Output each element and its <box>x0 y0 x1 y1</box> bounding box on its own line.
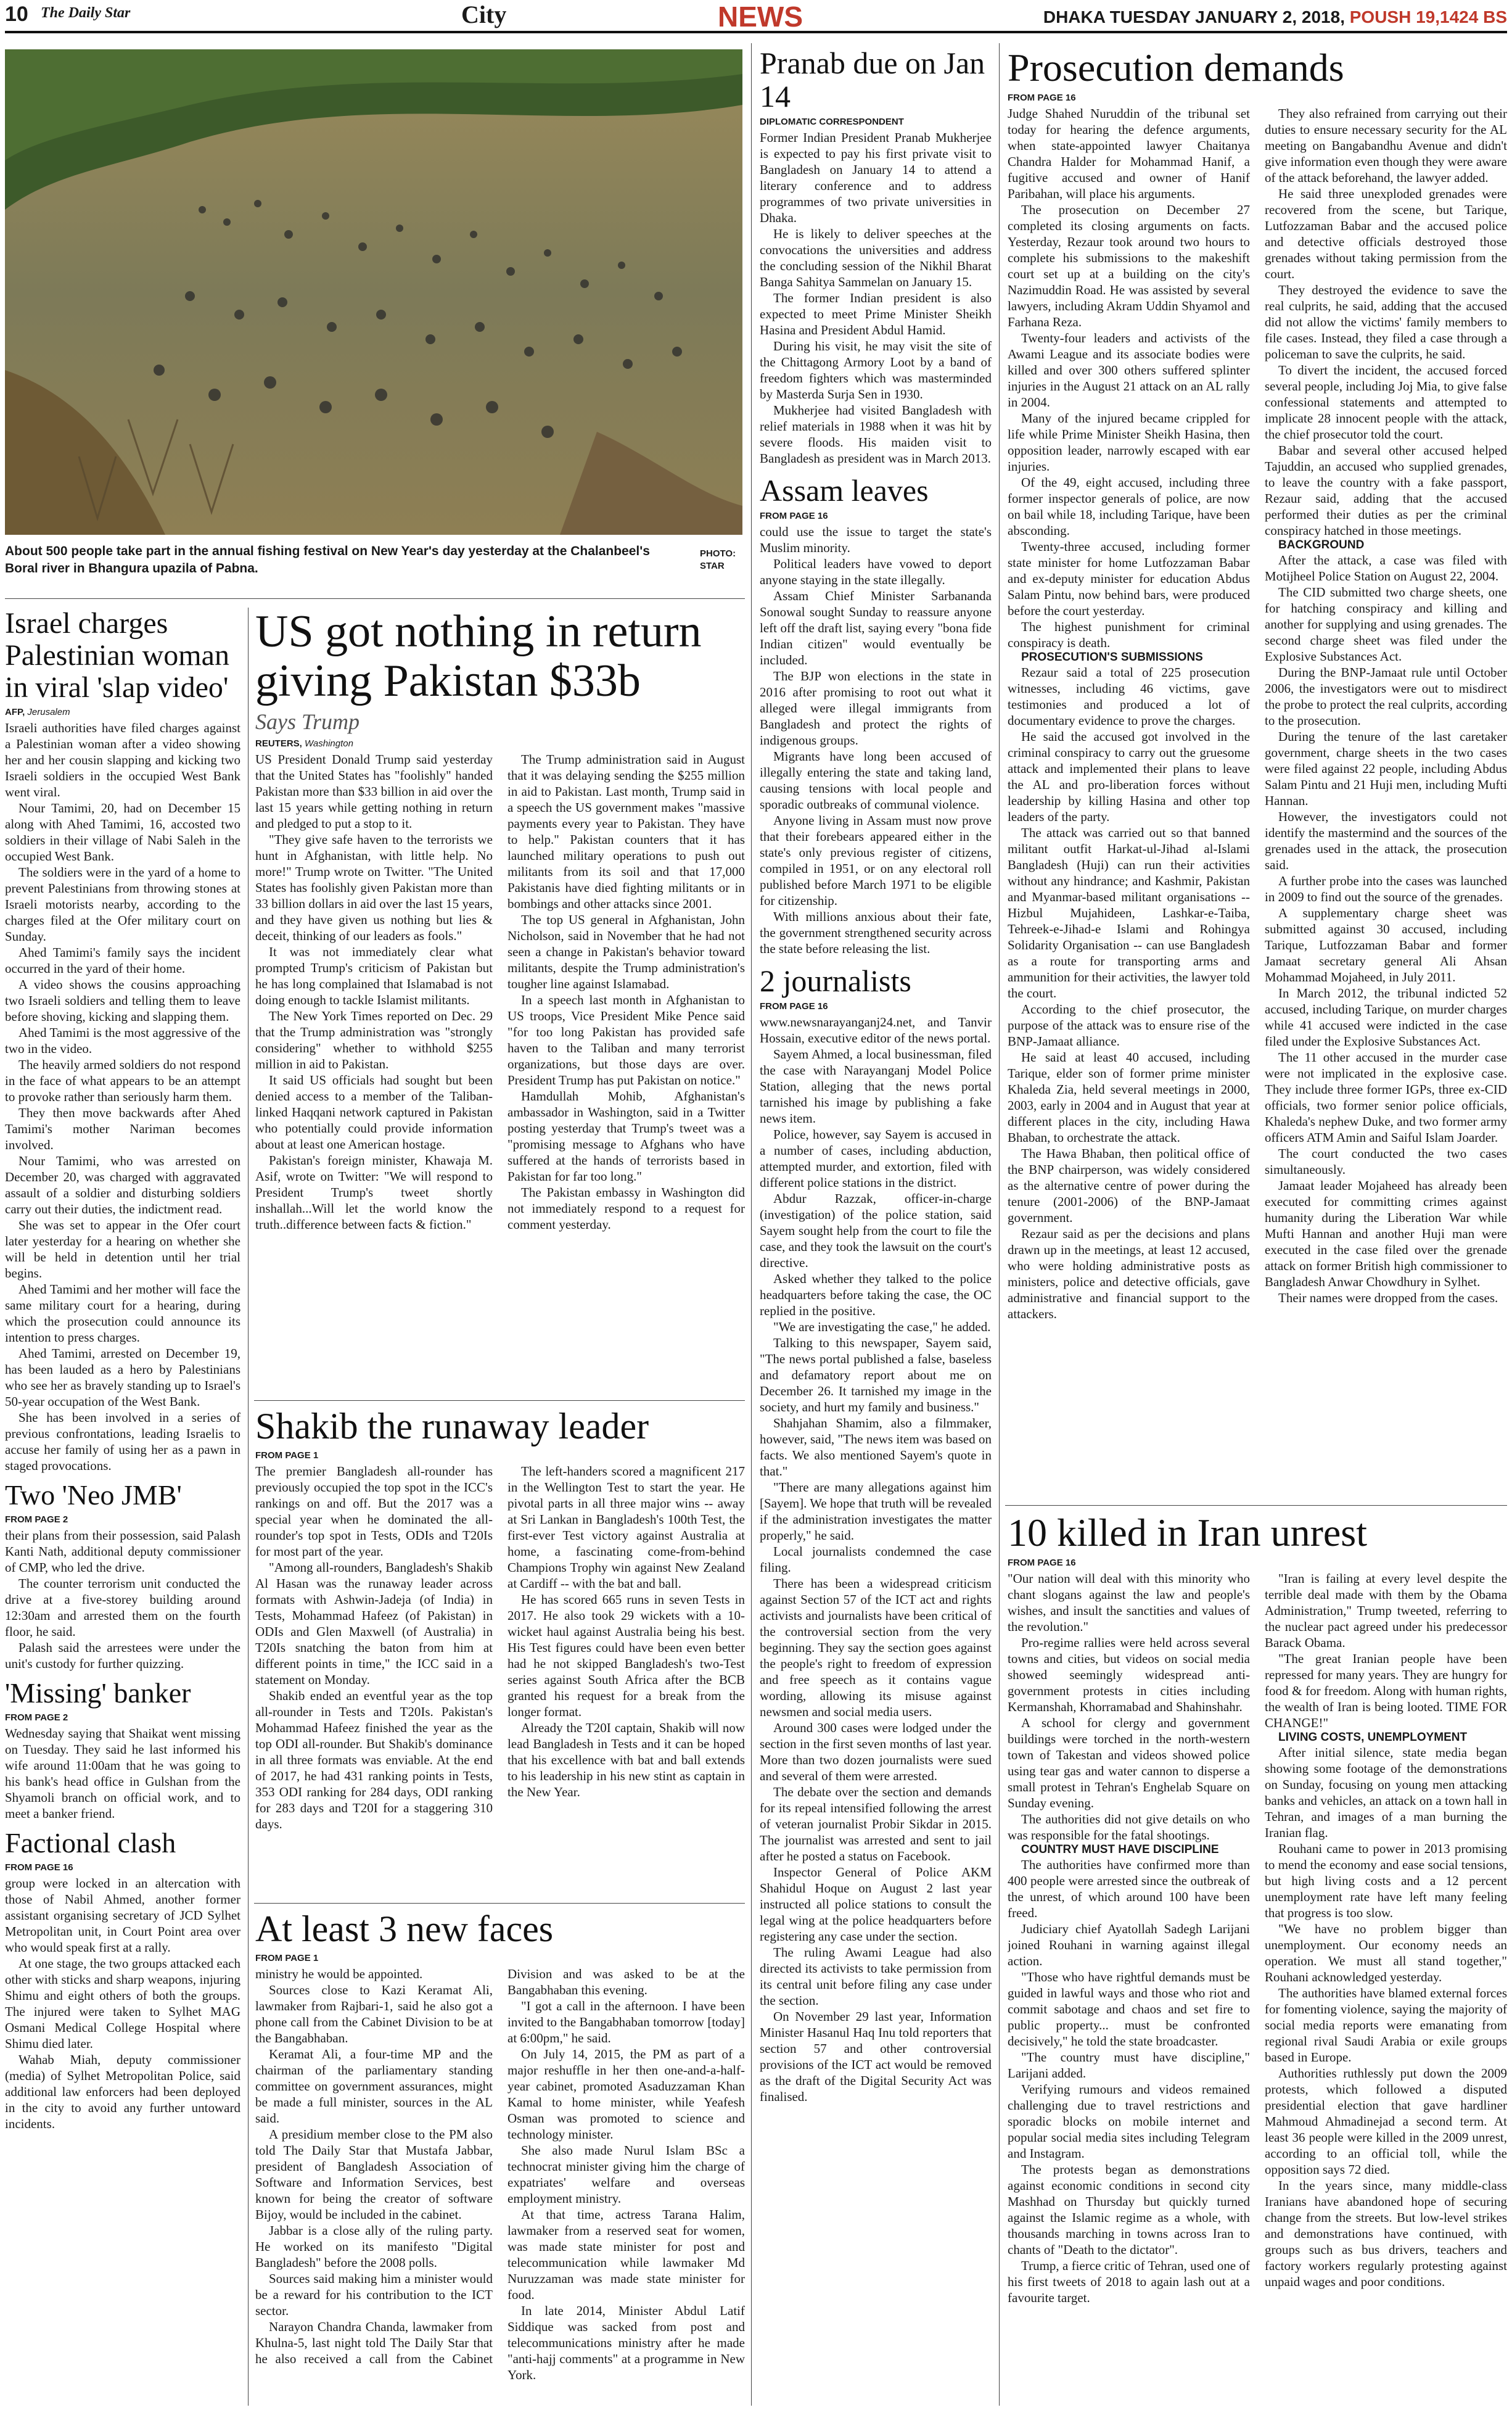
israel-byline <box>5 707 240 717</box>
iran-body <box>1008 1570 1507 2306</box>
us-pakistan-dateline: Washington <box>305 738 353 749</box>
section-rule <box>254 1903 745 1904</box>
photo-credit-label: PHOTO: <box>700 548 736 559</box>
paragraph: their plans from their possession, said Palash Kanti Nath, additional deputy commissioner of CMP, who led the drive. <box>5 1528 240 1575</box>
masthead <box>5 0 1507 33</box>
paragraph: The Pakistan embassy in Washington did not immediately respond to a request for comment yesterday. <box>507 1184 745 1232</box>
israel-byline-agency: AFP, <box>5 707 25 718</box>
factional-clash-headline: Factional clash <box>5 1826 176 1859</box>
paragraph: In late 2014, Minister Abdul Latif Siddique was sacked from post and telecommunications ministry after he made "anti-hajj comments" at a programme in New York. <box>507 2303 745 2382</box>
photo-caption: About 500 people take part in the annual fishing festival on New Year's day yesterday at the Chalanbeel's Boral river in Bhangura upazila of Pabna. <box>5 544 650 576</box>
paragraph: Babar and several other accused helped Tajuddin, an accused who supplied grenades, to leave the country with a fake passport, Rezaur said, adding that the accused performed their duties as per the criminal conspiracy hatched in those meetings. <box>1265 443 1507 539</box>
paragraph: The heavily armed soldiers do not respond in the face of what appears to be an attempt to provoke rather than seriously harm them. <box>5 1057 240 1105</box>
neo-jmb-headline: Two 'Neo JMB' <box>5 1479 182 1511</box>
section-rule <box>254 1400 745 1401</box>
news-label: NEWS <box>714 0 807 33</box>
paragraph: The premier Bangladesh all-rounder has previously occupied the top spot in the ICC's rankings on and off. But the 2017 was a special year when he dominated the all-rounder's top spot in Tests, ODIs and T20Is for most part of the year. <box>255 1463 493 1559</box>
paragraph: On July 14, 2015, the PM as part of a major reshuffle in her then one-and-a-half-year cabinet, promoted Asaduzzaman Khan Kamal to home minister, while Yeafesh Osman was promoted to science and technology minister. <box>507 2046 745 2142</box>
paragraph: The authorities did not give details on who was responsible for the fatal shootings. <box>1008 1812 1250 1843</box>
missing-banker-from-page: FROM PAGE 2 <box>5 1712 68 1723</box>
shakib-body <box>255 1463 745 1832</box>
paragraph: During the BNP-Jamaat rule until October 2006, the investigators were out to misdirect the probe to protect the real culprits, according to the prosecution. <box>1265 665 1507 728</box>
us-pakistan-deck: Says Trump <box>255 709 360 734</box>
pranab-body <box>760 130 992 466</box>
factional-clash-from-page: FROM PAGE 16 <box>5 1862 73 1873</box>
paragraph: On November 29 last year, Information Minister Hasanul Haq Inu told reporters that section 57 and other controversial provisions of the ICT act would be removed as the draft of the Digital Security Act was finalised. <box>760 2009 992 2104</box>
paragraph: Already the T20I captain, Shakib will now lead Bangladesh in Tests and it can be hoped that his excellence with bat and ball extends to his leadership in his new stint as captain in the New Year. <box>507 1720 745 1799</box>
us-pakistan-byline-agency: REUTERS, <box>255 738 302 749</box>
paragraph: She has been involved in a series of previous confrontations, leading Israelis to accuse her family of using her as a pawn in staged provocations. <box>5 1410 240 1474</box>
paragraph: He said the accused got involved in the criminal conspiracy to carry out the gruesome attack and implemented their plans to leave the AL and pro-liberation forces without leadership by killing Hasina and other top leaders of the party. <box>1008 729 1250 825</box>
factional-clash-article <box>5 1828 240 2132</box>
paragraph: At that time, actress Tarana Halim, lawmaker from a reserved seat for women, was made state minister for post and telecommunication while lawmaker Md Nuruzzaman was made state minister for food. <box>507 2206 745 2302</box>
assam-body <box>760 524 992 957</box>
israel-body <box>5 720 240 1474</box>
paragraph: Twenty-four leaders and activists of the Awami League and its associate bodies were killed and over 300 others suffered splinter injuries in the August 21 attack on an AL rally in 2004. <box>1008 331 1250 410</box>
paragraph: Pro-regime rallies were held across several towns and cities, but videos on social media showed seemingly widespread anti-government protests in cities including Kermanshah, Khorramabad and Shahinshahr. <box>1008 1635 1250 1715</box>
column-rule <box>248 608 249 2406</box>
paragraph: "We have no problem bigger than unemployment. Our economy needs an operation. We must all stand together," Rouhani acknowledged yesterday. <box>1265 1921 1507 1985</box>
column-rule <box>999 43 1000 2406</box>
paragraph: Mukherjee had visited Bangladesh with relief materials in 1988 when it was hit by severe floods. His maiden visit to Bangladesh as president was in March 2013. <box>760 403 992 466</box>
paragraph: Sayem Ahmed, a local businessman, filed the case with Narayanganj Model Police Station, alleging that the news portal tarnished his image by publishing a fake news item. <box>760 1047 992 1126</box>
paragraph: Sources close to Kazi Keramat Ali, lawmaker from Rajbari-1, said he also got a phone call from the Cabinet Division to be at the Bangabhaban. <box>255 1982 493 2045</box>
paragraph: In a speech last month in Afghanistan to US troops, Vice President Mike Pence said "for too long Pakistan has provided safe haven to the Taliban and many terrorist organizations, but those days are over. President Trump has put Pakistan on notice." <box>507 992 745 1087</box>
paragraph: Narayon Chandra Chanda, lawmaker from Khulna-5, last night told The Daily Star that he also received a call from the Cabinet Division and was asked to be at the Bangabhaban this evening. <box>255 1966 745 2366</box>
paragraph: ministry he would be appointed. <box>255 1966 423 1981</box>
page-number: 10 <box>5 2 28 26</box>
paragraph: A video shows the cousins approaching two Israeli soldiers and telling them to leave before shoving, kicking and slapping them. <box>5 977 240 1025</box>
paragraph: During his visit, he may visit the site of the Chittagong Armory Loot by a band of freedom fighters which was masterminded by Masterda Surja Sen in 1930. <box>760 339 992 402</box>
shakib-article <box>255 1406 745 1897</box>
section-rule <box>5 598 745 599</box>
paragraph: It said US officials had sought but been denied access to a member of the Taliban-linked Haqqani network captured in Pakistan who potentially could provide information about at least one American hostage. <box>255 1072 493 1152</box>
assam-from-page: FROM PAGE 16 <box>760 511 828 521</box>
paragraph: He said three unexploded grenades were recovered from the scene, but Tarique, Lutfozzaman Babar and the accused police and detective officials destroyed those grenades without taking permission from the court. <box>1265 186 1507 282</box>
paragraph: The protests began as demonstrations against economic conditions in second city Mashhad on Thursday but quickly turned against the Islamic regime as a whole, with thousands marching in towns across Iran to chants of "Death to the dictator". <box>1008 2162 1250 2258</box>
paragraph: After the attack, a case was filed with Motijheel Police Station on August 22, 2004. <box>1265 553 1507 584</box>
paragraph: Around 300 cases were lodged under the section in the first seven months of last year. More than two dozen journalists were sued and several of them were arrested. <box>760 1720 992 1783</box>
paragraph: The Hawa Bhaban, then political office of the BNP chairperson, was widely considered as the alternative centre of power during the tenure (2001-2006) of the BNP-Jamaat government. <box>1008 1146 1250 1226</box>
subhead: LIVING COSTS, UNEMPLOYMENT <box>1278 1731 1468 1744</box>
pranab-headline: Pranab due on Jan 14 <box>760 46 985 113</box>
new-faces-body <box>255 1966 745 2383</box>
paragraph: Shakib ended an eventful year as the top all-rounder in Tests and T20Is. Pakistan's Mohammad Hafeez finished the year as the top ODI all-rounder. But Shakib's dominance in all three formats was enviable. At the end of 2017, he had 431 ranking points in Tests, 353 ODI ranking for 284 days, ODI ranking for 283 days and T20I for a staggering 310 days. <box>255 1688 493 1831</box>
neo-jmb-body <box>5 1527 240 1672</box>
paragraph: It was not immediately clear what prompted Trump's criticism of Pakistan but he has long complained that Islamabad is not doing enough to tackle Islamist militants. <box>255 944 493 1007</box>
paragraph: There has been a widespread criticism against Section 57 of the ICT act and rights activists and journalists have been critical of the controversial section from the very beginning. They say the section goes against the people's right to freedom of expression and free speech as it contains vague wording, allowing its misuse against newsmen and social media users. <box>760 1576 992 1719</box>
us-pakistan-article <box>255 608 745 1394</box>
paragraph: Political leaders have vowed to deport anyone staying in the state illegally. <box>760 556 992 587</box>
paragraph: "We are investigating the case," he added. <box>773 1319 991 1334</box>
paragraph: Keramat Ali, a four-time MP and the chairman of the parliamentary standing committee on government assurances, might be made a full minister, sources in the AL said. <box>255 2046 493 2126</box>
paragraph: She also made Nurul Islam BSc a technocrat minister giving him the charge of expatriates' welfare and overseas employment ministry. <box>507 2142 745 2206</box>
paragraph: Verifying rumours and videos remained challenging due to travel restrictions and sporadic blocks on mobile internet and popular social media sites including Telegram and Instagram. <box>1008 2082 1250 2161</box>
subhead: BACKGROUND <box>1278 539 1365 552</box>
paragraph: The 11 other accused in the murder case were not implicated in the explosive case. They include three former IGPs, three ex-CID officials, two former senior police officials, Khaleda's nephew Duke, and two former army officers ATM Amin and Saiful Islam Joarder. <box>1265 1050 1507 1145</box>
paragraph: Trump, a fierce critic of Tehran, used one of his first tweets of 2018 to again lash out at a favourite target. <box>1008 2258 1250 2306</box>
paragraph: Abdur Razzak, officer-in-charge (investigation) of the police station, said Sayem sought help from the court to file the case, and they took the lawsuit on the court's directive. <box>760 1191 992 1270</box>
paragraph: The ruling Awami League had also directed its activists to take permission from its central unit before filing any case under the section. <box>760 1945 992 2008</box>
paragraph: According to the chief prosecutor, the purpose of the attack was to ensure rise of the BNP-Jamaat alliance. <box>1008 1002 1250 1049</box>
israel-dateline: Jerusalem <box>27 707 70 718</box>
photo-credit <box>700 548 743 572</box>
prosecution-body <box>1008 105 1507 1322</box>
journalists-body <box>760 1014 992 2105</box>
new-faces-from-page: FROM PAGE 1 <box>255 1952 319 1963</box>
paragraph: The court conducted the two cases simultaneously. <box>1265 1146 1507 1178</box>
paragraph: Their names were dropped from the cases. <box>1278 1290 1498 1306</box>
paragraph: They then move backwards after Ahed Tamimi's mother Nariman becomes involved. <box>5 1105 240 1153</box>
paragraph: With millions anxious about their fate, the government strengthened security across the state before releasing the list. <box>760 909 992 956</box>
paragraph: Anyone living in Assam must now prove that their forebears appeared either in the state's only previous register of citizens, compiled in 1951, or on any electoral roll published before March 1971 to be eligible for citizenship. <box>760 813 992 908</box>
paragraph: "Iran is failing at every level despite the terrible deal made with them by the Obama Administration," Trump tweeted, referring to the nuclear pact agreed under his predecessor Barack Obama. <box>1265 1571 1507 1651</box>
paragraph: During the tenure of the last caretaker government, charge sheets in the two cases were filed against 22 people, including Abdus Salam Pintu and 21 Huji men, including Mufti Hannan. <box>1265 729 1507 809</box>
paragraph: Assam Chief Minister Sarbananda Sonowal sought Sunday to reassure anyone left off the draft list, saying every "bona fide Indian citizen" would eventually be included. <box>760 588 992 667</box>
paragraph: Jabbar is a close ally of the ruling party. He worked on its manifesto "Digital Bangladesh" before the 2008 polls. <box>255 2222 493 2270</box>
paragraph: However, the investigators could not identify the mastermind and the sources of the grenades used in the attack, the prosecution said. <box>1265 809 1507 873</box>
us-pakistan-byline <box>255 738 745 749</box>
paragraph: Of the 49, eight accused, including three former inspector generals of police, are now on bail while 18, including Tarique, have been absconding. <box>1008 475 1250 539</box>
column-rule <box>751 43 752 2406</box>
journalists-from-page: FROM PAGE 16 <box>760 1001 828 1012</box>
journalists-headline: 2 journalists <box>760 964 911 998</box>
paragraph: "Those who have rightful demands must be guided in lawful ways and those who riot and commit sabotage and chaos and set fire to public property... must be confronted decisively," he told the state broadcaster. <box>1008 1970 1250 2049</box>
shakib-from-page: FROM PAGE 1 <box>255 1450 319 1461</box>
paragraph: He said at least 40 accused, including Tarique, elder son of former prime minister Khaleda Zia, held several meetings in 2000, 2003, early in 2004 and in August that year at different places in the city, including Hawa Bhaban, to orchestrate the attack. <box>1008 1050 1250 1145</box>
paragraph: Police, however, say Sayem is accused in a number of cases, including abduction, attempted murder, and extortion, filed with different police stations in the district. <box>760 1127 992 1190</box>
fishing-festival-photo <box>5 49 742 535</box>
prosecution-headline: Prosecution demands <box>1008 46 1344 89</box>
paragraph: He is likely to deliver speeches at the convocations the universities and address the concluding session of the Nikhil Bharat Banga Sahitya Sammelan on January 15. <box>760 226 992 289</box>
us-pakistan-body <box>255 751 745 1232</box>
iran-article <box>1008 1511 1507 2409</box>
paragraph: Wednesday saying that Shaikat went missing on Tuesday. They said he last informed his wife around 11:00am that he was going to his bank's head office in Gulshan from the Shyamoli branch on official work, and to meet a banker friend. <box>5 1725 240 1821</box>
paragraph: Sources said making him a minister would be a reward for his contribution to the ICT sector. <box>255 2271 493 2318</box>
paragraph: The former Indian president is also expected to meet Prime Minister Sheikh Hasina and President Abdul Hamid. <box>760 291 992 337</box>
paragraph: She was set to appear in the Ofer court later yesterday for a hearing on whether she will be held in detention until her trial begins. <box>5 1218 240 1281</box>
paragraph: Talking to this newspaper, Sayem said, "The news portal published a false, baseless and defamatory report about me on December 26. It tarnished my image in the society, and hurt my family and business." <box>760 1335 992 1414</box>
paragraph: "Our nation will deal with this minority who chant slogans against the law and people's wishes, and insult the sanctities and values of the revolution." <box>1008 1571 1250 1635</box>
missing-banker-article <box>5 1678 240 1822</box>
missing-banker-body <box>5 1725 240 1822</box>
paragraph: "They give safe haven to the terrorists we hunt in Afghanistan, with little help. No more!" Trump wrote on Twitter. "The United States has foolishly given Pakistan more than 33 billion dollars in aid over the last 15 years, and they have given us nothing but lies & deceit, thinking of our leaders as fools." <box>255 832 493 943</box>
paragraph: The prosecution on December 27 completed its closing arguments on facts. Yesterday, Rezaur took around two hours to complete his submissions to the makeshift court set up at a building on the city's Nazimuddin Road. He was assisted by several lawyers, including Akram Uddin Shyamol and Farhana Reza. <box>1008 202 1250 330</box>
missing-banker-headline: 'Missing' banker <box>5 1677 191 1709</box>
paragraph: www.newsnarayanganj24.net, and Tanvir Hossain, executive editor of the news portal. <box>760 1015 992 1046</box>
paragraph: Nour Tamimi, who was arrested on December 20, was charged with aggravated assault of a soldier and disturbing soldiers carry out their duties, the indictment read. <box>5 1153 240 1217</box>
paragraph: Inspector General of Police AKM Shahidul Hoque on August 2 last year instructed all police stations to consult the legal wing at the police headquarters before registering any case under the section. <box>760 1865 992 1944</box>
photo-illustration <box>5 49 742 535</box>
paragraph: A supplementary charge sheet was submitted against 30 accused, including Tarique, Lutfozzaman Babar and former Jamaat secretary general Ali Ahsan Mohammad Mojaheed, in July 2011. <box>1265 906 1507 985</box>
paragraph: Migrants have long been accused of illegally entering the state and taking land, causing tensions with local people and sporadic outbreaks of communal violence. <box>760 749 992 812</box>
new-faces-headline: At least 3 new faces <box>255 1909 554 1949</box>
pranab-article <box>760 46 992 466</box>
paragraph: "There are many allegations against him [Sayem]. We hope that truth will be revealed if the administration investigates the matter properly," he said. <box>760 1480 992 1543</box>
paragraph: The New York Times reported on Dec. 29 that the Trump administration was "strongly considering" whether to withhold $255 million in aid to Pakistan. <box>255 1008 493 1071</box>
paragraph: A further probe into the cases was launched in 2009 to find out the source of the grenades. <box>1265 873 1507 905</box>
paragraph: The highest punishment for criminal conspiracy is death. <box>1008 619 1250 651</box>
paragraph: Ahed Tamimi's family says the incident occurred in the yard of their home. <box>5 945 240 976</box>
paragraph: A school for clergy and government buildings were torched in the north-western town of Takestan and videos showed police using tear gas and water cannon to disperse a small protest in Tehran's Enghelab Square on Sunday evening. <box>1008 1715 1250 1811</box>
dateline-bangla: POUSH 19,1424 BS <box>1349 7 1507 27</box>
paragraph: Hamdullah Mohib, Afghanistan's ambassador in Washington, said in a Twitter posting yesterday that Trump's tweet was a "promising message to Afghans who have suffered at the hands of terrorists based in Pakistan for far too long." <box>507 1088 745 1184</box>
middle-column <box>760 46 992 2409</box>
paragraph: Pakistan's foreign minister, Khawaja M. Asif, wrote on Twitter: "We will respond to President Trump's tweet shortly inshallah...Will let the world know the truth..difference between facts & fiction." <box>255 1152 493 1232</box>
section-rule <box>1005 1505 1507 1506</box>
paragraph: Judge Shahed Nuruddin of the tribunal set today for hearing the defence arguments, when state-appointed lawyer Chaitanya Chandra Halder for Mohammad Hanif, a fugitive accused and owner of Hanif Paribahan, will place his arguments. <box>1008 106 1250 202</box>
paragraph: group were locked in an altercation with those of Nabil Ahmed, another former assistant organising secretary of JCD Sylhet Metropolitan unit, in Court Point area over who would speak first at a rally. <box>5 1875 240 1955</box>
paragraph: "Among all-rounders, Bangladesh's Shakib Al Hasan was the runaway leader across formats with Ashwin-Jadeja (of India) in Tests, Mohammad Hafeez (of Pakistan) in ODIs and Glen Maxwell (of Australia) in T20Is snatching the baton from him at different points in time," the ICC said in a statement on Monday. <box>255 1559 493 1687</box>
paragraph: A presidium member close to the PM also told The Daily Star that Mustafa Jabbar, president of Bangladesh Association of Software and Information Services, best known for being the creator of software Bijoy, would be included in the cabinet. <box>255 2126 493 2222</box>
iran-headline: 10 killed in Iran unrest <box>1008 1511 1367 1554</box>
paragraph: Palash said the arrestees were under the unit's custody for further quizzing. <box>5 1640 240 1672</box>
paragraph: Asked whether they talked to the police headquarters before taking the case, the OC replied in the positive. <box>760 1271 992 1318</box>
neo-jmb-article <box>5 1480 240 1672</box>
paragraph: Nour Tamimi, 20, had on December 15 along with Ahed Tamimi, 16, accosted two soldiers in their village of Nabi Saleh in the occupied West Bank. <box>5 801 240 864</box>
paragraph: The authorities have confirmed more than 400 people were arrested since the outbreak of the unrest, of which around 100 have been freed. <box>1008 1857 1250 1921</box>
paragraph: The counter terrorism unit conducted the drive at a five-storey building around 12:30am and arrested them on the fourth floor, he said. <box>5 1576 240 1640</box>
paragraph: He has scored 665 runs in seven Tests in 2017. He also took 29 wickets with a 10-wicket haul against Australia being his best. His Test figures could have been even better had he not skipped Bangladesh's two-Test series against South Africa after the BCB granted his request for a break from the longer format. <box>507 1591 745 1719</box>
paragraph: Many of the injured became crippled for life while Prime Minister Sheikh Hasina, then opposition leader, narrowly escaped with ear injuries. <box>1008 411 1250 474</box>
assam-article <box>760 474 992 957</box>
paragraph: The left-handers scored a magnificent 217 in the Wellington Test to start the year. He pivotal parts in all three major wins -- away at Sri Lankan in Bangladesh's 100th Test, the first-ever Test victory against Australia at home, a fascinating come-from-behind Champions Trophy win against New Zealand at Cardiff -- with the bat and ball. <box>507 1463 745 1591</box>
paragraph: The CID submitted two charge sheets, one for hatching conspiracy and killing and another for supplying and using grenades. The second charge sheet was filed under the Explosive Substances Act. <box>1265 585 1507 664</box>
paragraph: Shahjahan Shamim, also a filmmaker, however, said, "The news item was based on facts. We also mentioned Sayem's quote in that." <box>760 1416 992 1479</box>
us-pakistan-headline: US got nothing in return giving Pakistan $33b <box>255 608 702 706</box>
paragraph: "The country must have discipline," Larijani added. <box>1008 2050 1250 2081</box>
paragraph: Rezaur said as per the decisions and plans drawn up in the meetings, at least 12 accused, who were holding administrative posts as ministers, police and detective officials, gave administrative and financial support to the attackers. <box>1008 1226 1250 1322</box>
paragraph: Ahed Tamimi and her mother will face the same military court for a hearing, during which the prosecution could announce its intention to press charges. <box>5 1282 240 1345</box>
paragraph: "The great Iranian people have been repressed for many years. They are hungry for food & for freedom. Along with human rights, the wealth of Iran is being looted. TIME FOR CHANGE!" <box>1265 1651 1507 1731</box>
new-faces-article <box>255 1909 745 2409</box>
paragraph: At one stage, the two groups attacked each other with sticks and sharp weapons, injuring Shimu and eight others of both the groups. The injured were taken to Sylhet MAG Osmani Medical College Hospital where Shimu died later. <box>5 1955 240 2051</box>
dateline <box>1043 7 1507 27</box>
paragraph: Judiciary chief Ayatollah Sadegh Larijani joined Rouhani in warning against illegal action. <box>1008 1921 1250 1969</box>
iran-from-page: FROM PAGE 16 <box>1008 1558 1076 1569</box>
neo-jmb-from-page: FROM PAGE 2 <box>5 1514 68 1525</box>
assam-headline: Assam leaves <box>760 473 929 508</box>
paragraph: Local journalists condemned the case filing. <box>760 1544 992 1575</box>
subhead: COUNTRY MUST HAVE DISCIPLINE <box>1021 1843 1219 1857</box>
paragraph: Jamaat leader Mojaheed has already been executed for committing crimes against humanity during the Liberation War while Mufti Hannan and another Huji man were executed in the case filed over the grenade attack on former British high commissioner to Bangladesh Anwar Chowdhury in Sylhet. <box>1265 1178 1507 1290</box>
paragraph: Rouhani came to power in 2013 promising to mend the economy and ease social tensions, but high living costs and a 12 percent unemployment rate have left many feeling that progress is too slow. <box>1265 1841 1507 1921</box>
israel-article <box>5 608 240 1474</box>
photo-credit-source: STAR <box>700 561 725 571</box>
paragraph: The top US general in Afghanistan, John Nicholson, said in November that he had not seen a change in Pakistan's behavior toward militants, despite the Trump administration's tougher line against Islamabad. <box>507 912 745 991</box>
subhead: PROSECUTION'S SUBMISSIONS <box>1021 651 1203 664</box>
paragraph: Wahab Miah, deputy commissioner (media) of Sylhet Metropolitan Police, said additional law enforcers had been deployed in the city to avoid any further untoward incidents. <box>5 2052 240 2131</box>
paragraph: Israeli authorities have filed charges against a Palestinian woman after a video showing her and her cousin slapping and kicking two Israeli soldiers in the occupied West Bank went viral. <box>5 720 240 800</box>
paragraph: The Trump administration said in August that it was delaying sending the $255 million in aid to Pakistan. Last month, Trump said in a speech the US government makes "massive payments every year to Pakistan. They have to help." Pakistan counters that it has launched military operations to push out militants from its soil and that 17,000 Pakistanis have died fighting militants or in bombings and other attacks since 2001. <box>507 751 745 911</box>
paragraph: They destroyed the evidence to save the real culprits, he said, adding that the accused did not allow the victims' family members to file cases. Instead, they filed a case through a policeman to save the culprits, he said. <box>1265 283 1507 362</box>
paragraph: The authorities have blamed external forces for fomenting violence, saying the majority of social media reports were emanating from regional rival Saudi Arabia or exile groups based in Europe. <box>1265 1986 1507 2065</box>
paragraph: Twenty-three accused, including former state minister for home Lutfozzaman Babar and ex-deputy minister for education Abdus Salam Pintu, now behind bars, were produced before the court yesterday. <box>1008 539 1250 619</box>
paragraph: Authorities ruthlessly put down the 2009 protests, which followed a disputed presidential election that gave hardliner Mahmoud Ahmadinejad a second term. At least 36 people were killed in the 2009 unrest, according to an official toll, while the opposition says 72 died. <box>1265 2066 1507 2177</box>
prosecution-from-page: FROM PAGE 16 <box>1008 93 1076 104</box>
paragraph: Ahed Tamimi, arrested on December 19, has been lauded as a hero by Palestinians who see her as bravely standing up to Israel's 50-year occupation of the West Bank. <box>5 1346 240 1409</box>
paragraph: To divert the incident, the accused forced several people, including Joj Mia, to give false confessional statements and attempted to implicate 28 innocent people with the attack, the chief prosecutor told the court. <box>1265 363 1507 442</box>
paragraph: In March 2012, the tribunal indicted 52 accused, including Tarique, on murder charges while 41 accused were indicted in the case filed under the Explosive Substances Act. <box>1265 986 1507 1049</box>
paragraph: In the years since, many middle-class Iranians have abandoned hope of securing change from the streets. But low-level strikes and demonstrations have continued, with groups such as bus drivers, teachers and factory workers regularly protesting against unpaid wages and poor conditions. <box>1265 2178 1507 2290</box>
section-name: City <box>461 1 507 28</box>
paragraph: The soldiers were in the yard of a home to prevent Palestinians from throwing stones at Israeli motorists nearby, according to the charges filed at the Ofer military court on Sunday. <box>5 865 240 944</box>
paragraph: The BJP won elections in the state in 2016 after promising to root out what it alleged were illegal immigrants from Bangladesh and protect the rights of indigenous groups. <box>760 669 992 748</box>
paragraph: After initial silence, state media began showing some footage of the demonstrations on Sunday, focusing on young men attacking banks and vehicles, an attack on a town hall in Tehran, and images of a man burning the Iranian flag. <box>1265 1745 1507 1841</box>
prosecution-article <box>1008 46 1507 1499</box>
paragraph: "I got a call in the afternoon. I have been invited to the Bangabhaban tomorrow [today] at 6:00pm," he said. <box>507 1998 745 2045</box>
journalists-article <box>760 964 992 2105</box>
israel-headline: Israel charges Palestinian woman in viral 'slap video' <box>5 608 229 704</box>
pranab-byline: DIPLOMATIC CORRESPONDENT <box>760 117 904 127</box>
factional-clash-body <box>5 1875 240 2132</box>
paragraph: Ahed Tamimi is the most aggressive of the two in the video. <box>5 1025 240 1057</box>
paragraph: US President Donald Trump said yesterday that the United States has "foolishly" handed Pakistan more than $33 billion in aid over the last 15 years while getting nothing in return and pledged to put a stop to it. <box>255 751 493 831</box>
paper-name: The Daily Star <box>41 5 131 21</box>
paragraph: They also refrained from carrying out their duties to ensure necessary security for the AL meeting on Bangabandhu Avenue and didn't give information even though they were aware of the attack beforehand, the lawyer added. <box>1265 106 1507 186</box>
paragraph: Rezaur said a total of 225 prosecution witnesses, including 46 victims, gave testimonies and produced a lot of documentary evidence to prove the charges. <box>1008 665 1250 728</box>
paragraph: The attack was carried out so that banned militant outfit Harkat-ul-Jihad al-Islami Bangladesh (Huji) can run their activities without any hindrance; and Kashmir, Pakistan and Myanmar-based militant organisations -- Hizbul Mujahideen, Lashkar-e-Taiba, Tehreek-e-Jihad-e Islami and Rohingya Solidarity Organisation -- can use Bangladesh as a route for transporting arms and ammunition for their activities, the lawyer told the court. <box>1008 825 1250 1001</box>
paragraph: could use the issue to target the state's Muslim minority. <box>760 524 992 555</box>
paragraph: The debate over the section and demands for its repeal intensified following the arrest of veteran journalist Probir Sikdar in 2015. The journalist was arrested and sent to jail after he posted a status on Facebook. <box>760 1785 992 1863</box>
dateline-date: DHAKA TUESDAY JANUARY 2, 2018, <box>1043 7 1345 27</box>
shakib-headline: Shakib the runaway leader <box>255 1406 649 1446</box>
left-column <box>5 608 240 2406</box>
paragraph: Former Indian President Pranab Mukherjee is expected to pay his first private visit to Bangladesh on January 14 to attend a literary conference and to address programmes of two private universities in Dhaka. <box>760 130 992 225</box>
